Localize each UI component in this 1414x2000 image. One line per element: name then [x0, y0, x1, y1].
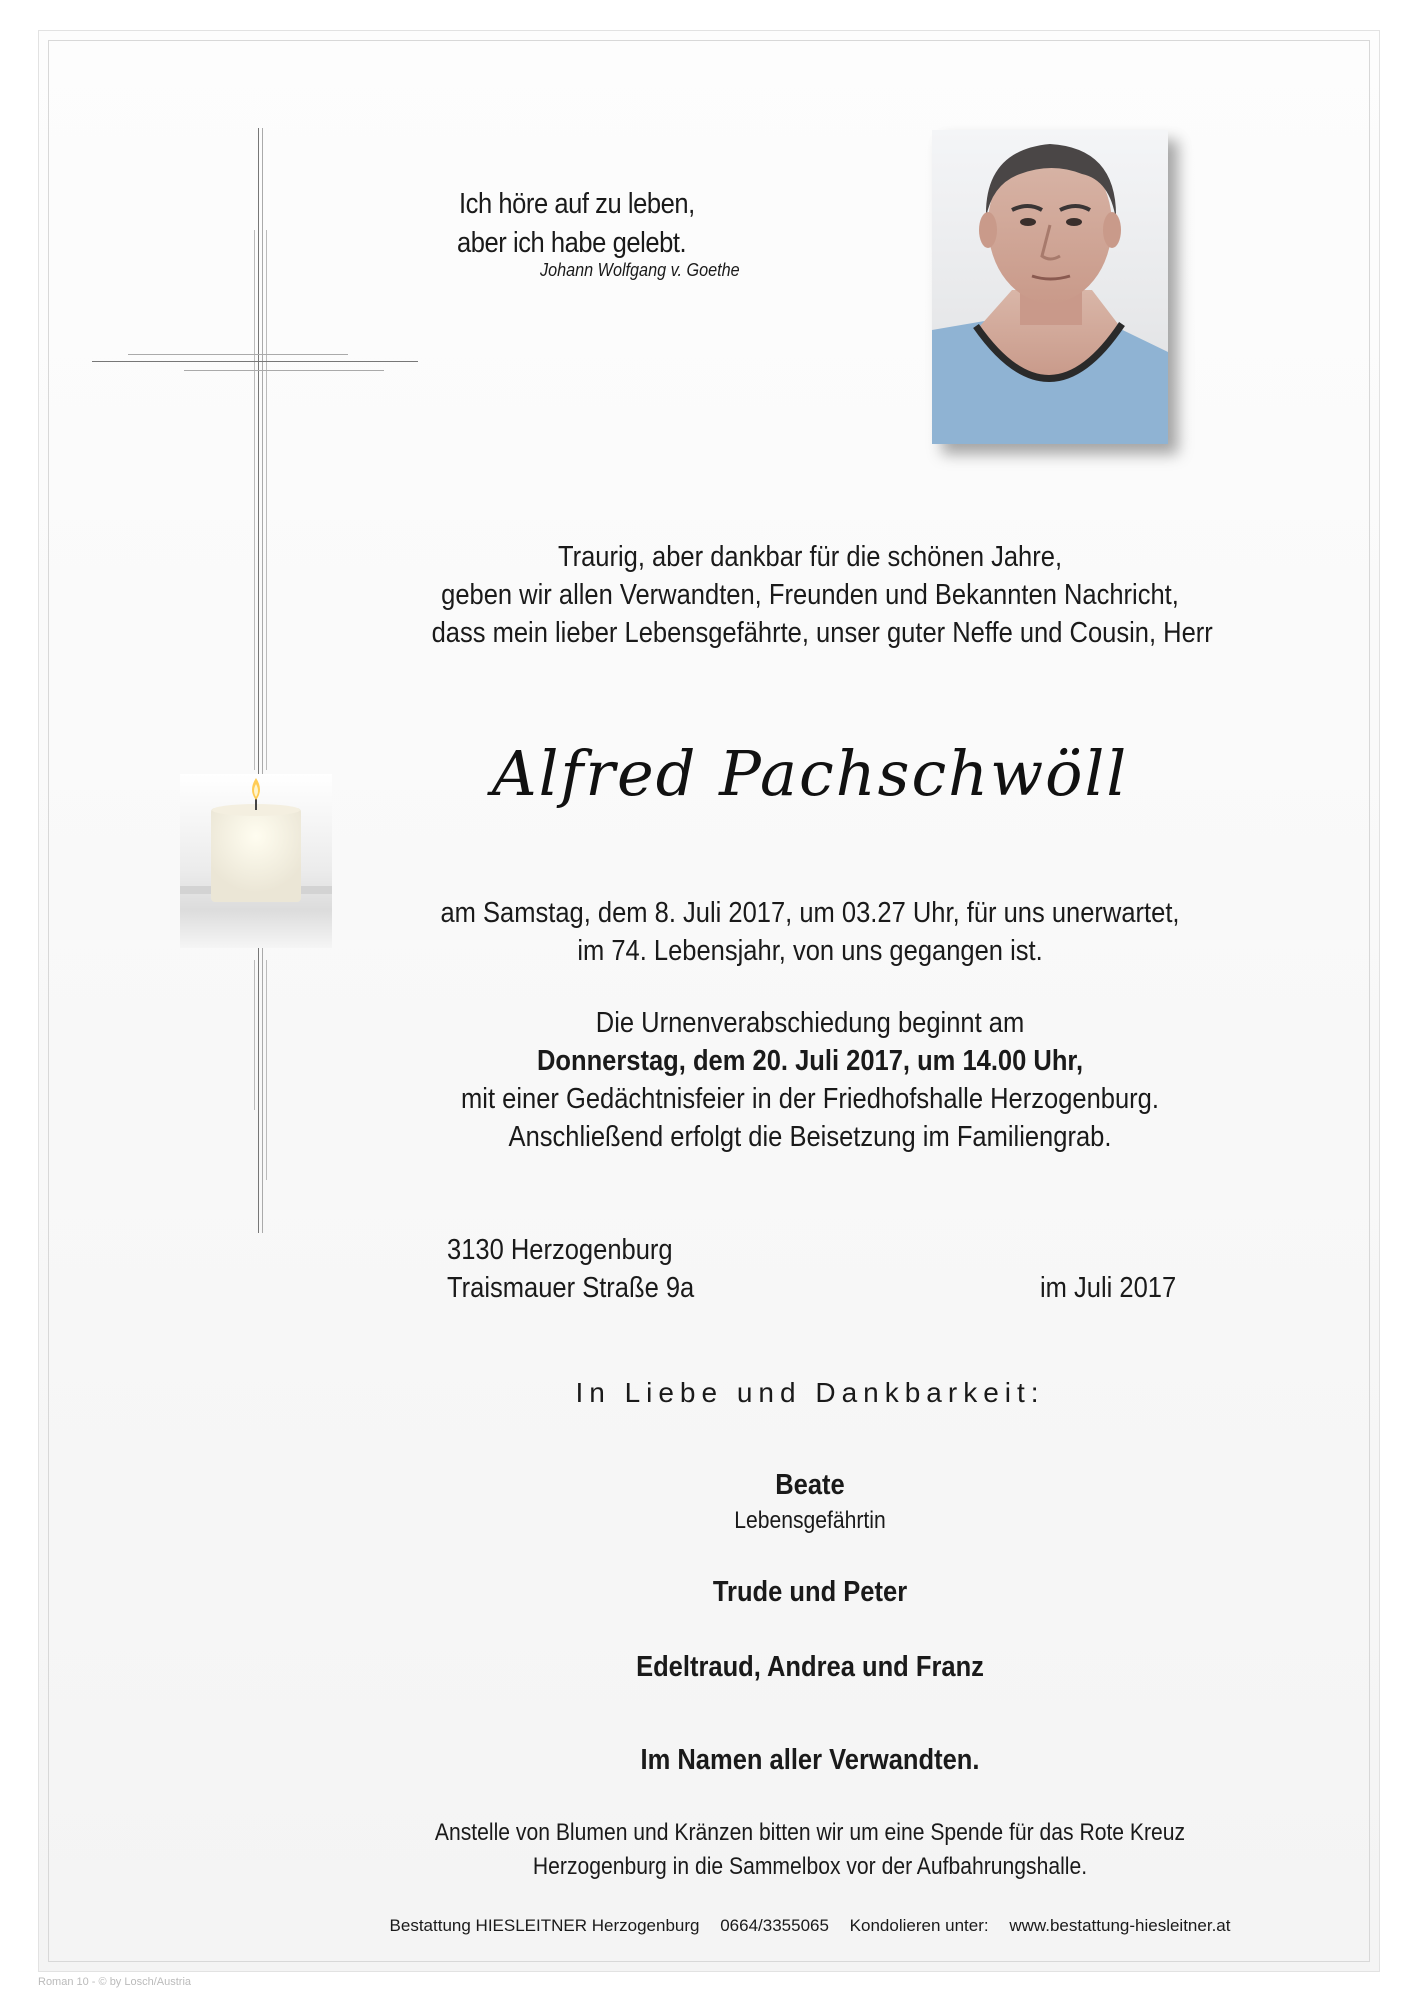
- mourner-role-1: Lebensgefährtin: [734, 1507, 886, 1534]
- mourner-name-1: Beate: [775, 1469, 845, 1501]
- imprint: Roman 10 - © by Losch/Austria: [38, 1976, 192, 1988]
- ceremony-line-1: Die Urnenverabschiedung beginnt am: [595, 1007, 1025, 1039]
- address-line-1: 3130 Herzogenburg: [447, 1234, 673, 1266]
- funeral-home-website[interactable]: www.bestattung-hiesleitner.at: [1009, 1916, 1231, 1935]
- mourner-name-2: Trude und Peter: [712, 1576, 908, 1608]
- candle-image: [180, 774, 332, 948]
- portrait-photo: [932, 130, 1168, 444]
- condolence-label: Kondolieren unter:: [849, 1916, 989, 1935]
- donation-note: [380, 1816, 1240, 1884]
- funeral-home-phone: 0664/3355065: [720, 1916, 829, 1935]
- death-line-2: im 74. Lebensjahr, von uns gegangen ist.: [577, 935, 1043, 967]
- death-line-1: am Samstag, dem 8. Juli 2017, um 03.27 Uhr, für uns unerwartet,: [440, 897, 1180, 929]
- ceremony-line-4: Anschließend erfolgt die Beisetzung im Familiengrab.: [508, 1121, 1112, 1153]
- intro-line-2: geben wir allen Verwandten, Freunden und Bekannten Nachricht,: [441, 579, 1179, 611]
- intro-line-1: Traurig, aber dankbar für die schönen Jahre,: [557, 541, 1063, 573]
- quote-line-1: Ich höre auf zu leben,: [459, 188, 695, 220]
- quote-line-2: aber ich habe gelebt.: [457, 227, 687, 259]
- ceremony-line-3: mit einer Gedächtnisfeier in der Friedhofshalle Herzogenburg.: [461, 1083, 1159, 1115]
- ceremony-info: [380, 1004, 1240, 1156]
- donation-line-2: Herzogenburg in die Sammelbox vor der Aufbahrungshalle.: [532, 1853, 1088, 1880]
- deceased-name: Alfred Pachschwöll: [491, 737, 1129, 810]
- closing-line: Im Namen aller Verwandten.: [640, 1744, 980, 1776]
- quote-author: Johann Wolfgang v. Goethe: [540, 260, 740, 280]
- intro-line-3: dass mein lieber Lebensgefährte, unser guter Neffe und Cousin, Herr: [431, 617, 1213, 649]
- place-date: im Juli 2017: [1040, 1272, 1177, 1304]
- intro-text: [380, 538, 1240, 652]
- funeral-home-footer: [380, 1916, 1240, 1936]
- mourners-heading: In Liebe und Dankbarkeit:: [575, 1377, 1045, 1408]
- death-notice: [380, 894, 1240, 970]
- ceremony-line-2: Donnerstag, dem 20. Juli 2017, um 14.00 Uhr,: [536, 1045, 1084, 1077]
- funeral-home-name: Bestattung HIESLEITNER Herzogenburg: [389, 1916, 700, 1935]
- mourner-name-3: Edeltraud, Andrea und Franz: [636, 1651, 984, 1683]
- donation-line-1: Anstelle von Blumen und Kränzen bitten wir um eine Spende für das Rote Kreuz: [434, 1819, 1186, 1846]
- address-line-2: Traismauer Straße 9a: [447, 1272, 695, 1304]
